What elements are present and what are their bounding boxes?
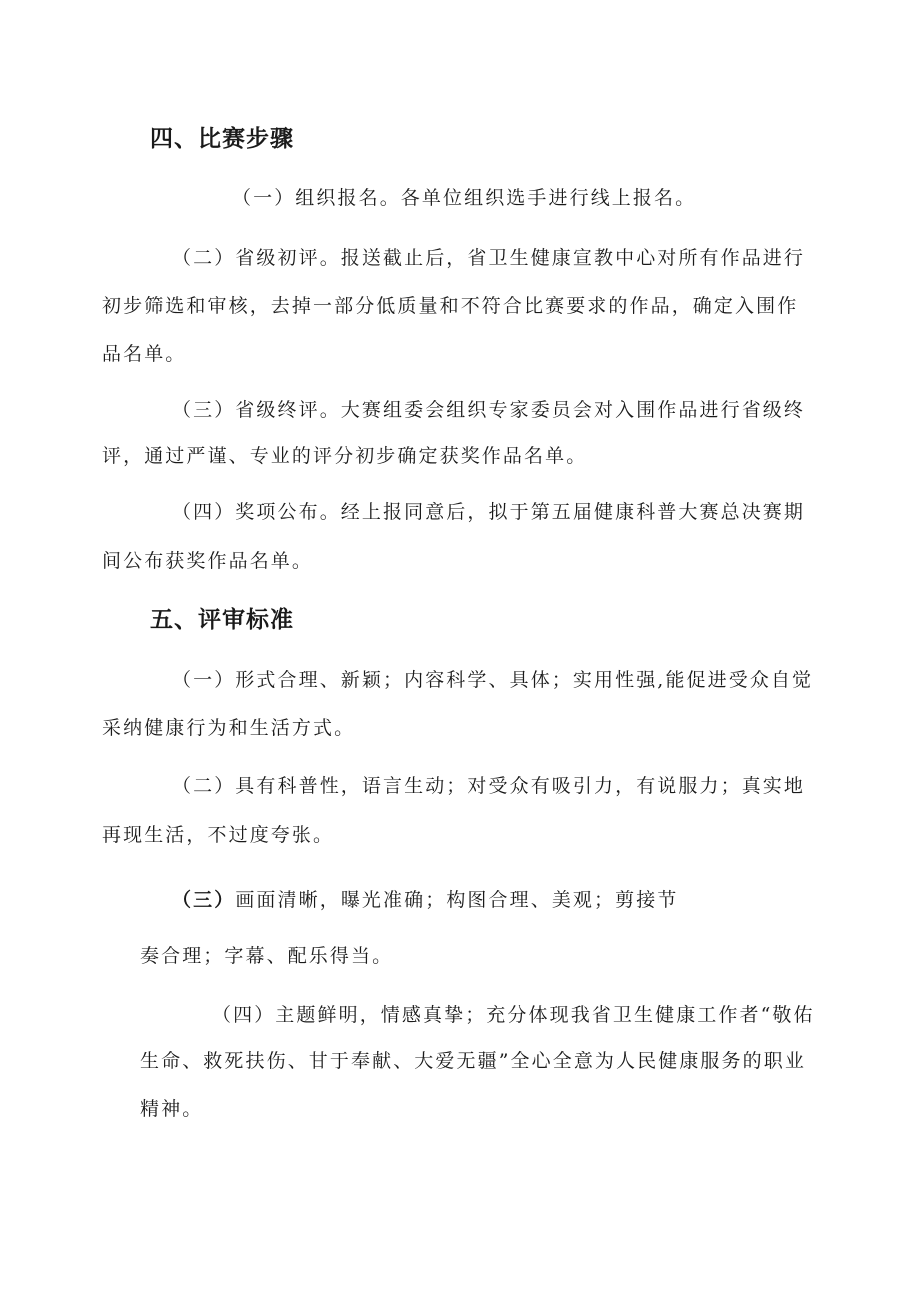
criterion-2-line-2: 再现生活，不过度夸张。 [102, 824, 335, 846]
step-1-line-1: （一）组织报名。各单位组织选手进行线上报名。 [232, 187, 697, 209]
step-4-line-1: （四）奖项公布。经上报同意后，拟于第五届健康科普大赛总决赛期 [172, 501, 806, 523]
step-3-line-2: 评，通过严谨、专业的评分初步确定获奖作品名单。 [102, 445, 588, 467]
criterion-3-lead: （三） [172, 889, 236, 911]
step-2-line-3: 品名单。 [102, 343, 187, 365]
section-heading-evaluation-criteria: 五、评审标准 [150, 607, 294, 633]
criterion-3-line-1-text: 画面清晰，曝光准确；构图合理、美观；剪接节 [235, 889, 679, 911]
step-2-line-1: （二）省级初评。报送截止后，省卫生健康宣教中心对所有作品进行 [172, 247, 806, 269]
step-3-line-1: （三）省级终评。大赛组委会组织专家委员会对入围作品进行省级终 [172, 399, 806, 421]
criterion-1-line-1: （一）形式合理、新颖；内容科学、具体；实用性强,能促进受众自觉 [172, 669, 814, 691]
criterion-4-line-2: 生命、救死扶伤、甘于奉献、大爱无疆”全心全意为人民健康服务的职业 [140, 1050, 806, 1072]
criterion-3-line-1 [172, 885, 678, 912]
criterion-3-line-2: 奏合理；字幕、配乐得当。 [140, 945, 394, 967]
step-4-line-2: 间公布获奖作品名单。 [102, 550, 314, 572]
criterion-1-line-2: 采纳健康行为和生活方式。 [102, 717, 356, 739]
criterion-4-line-3: 精神。 [140, 1098, 204, 1120]
criterion-4-line-1: （四）主题鲜明，情感真挚；充分体现我省卫生健康工作者“敬佑 [212, 1004, 815, 1026]
section-heading-competition-steps: 四、比赛步骤 [150, 126, 294, 152]
step-2-line-2: 初步筛选和审核，去掉一部分低质量和不符合比赛要求的作品，确定入围作 [102, 295, 799, 317]
criterion-2-line-1: （二）具有科普性，语言生动；对受众有吸引力，有说服力；真实地 [172, 775, 806, 797]
